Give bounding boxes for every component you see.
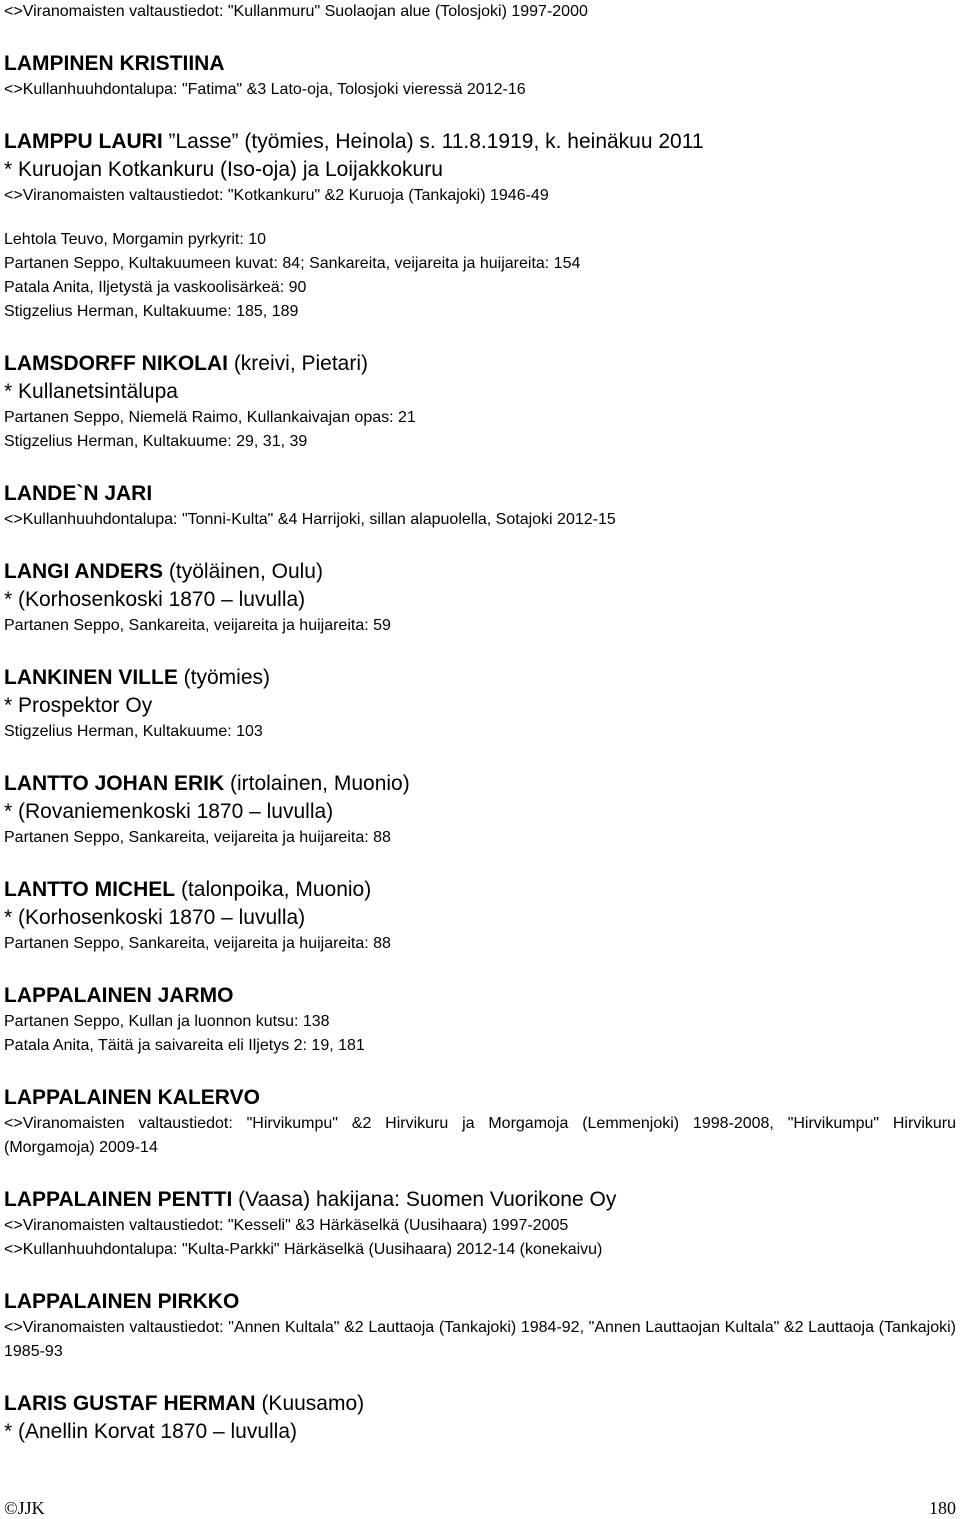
entry-details: (irtolainen, Muonio) (224, 772, 410, 795)
entry-name: LAPPALAINEN JARMO (4, 984, 234, 1007)
entry-heading (4, 1084, 956, 1112)
entry-place: * Kuruojan Kotkankuru (Iso-oja) ja Loijakkokuru (4, 158, 443, 181)
entry-lande-n-jari (4, 480, 956, 532)
page-number: 180 (929, 1498, 956, 1518)
entry-details: (työmies) (177, 666, 271, 689)
entry-line: <>Viranomaisten valtaustiedot: "Kesseli" &3 Härkäselkä (Uusihaara) 1997-2005 (4, 1217, 569, 1234)
entry-lamppu-lauri (4, 128, 956, 324)
entry-line: <>Viranomaisten valtaustiedot: "Annen Kultala" &2 Lauttaoja (Tankajoki) 1984-92, "Annen Lauttaojan Kultala" &2 Lauttaoja (Tankajoki) 1985-93 (4, 1319, 956, 1360)
entry-details: ”Lasse” (työmies, Heinola) s. 11.8.1919, k. heinäkuu 2011 (162, 130, 704, 153)
entry-laris-gustaf-herman (4, 1390, 956, 1446)
entry-name: LANKINEN VILLE (4, 666, 178, 689)
entry-heading (4, 664, 956, 692)
entry-heading (4, 982, 956, 1010)
entry-lantto-johan-erik (4, 770, 956, 850)
entry-name: LARIS GUSTAF HERMAN (4, 1392, 256, 1415)
entry-place: * (Anellin Korvat 1870 – luvulla) (4, 1420, 297, 1443)
entry-details: (Kuusamo) (255, 1392, 365, 1415)
entry-heading (4, 1186, 956, 1214)
entry-name: LAPPALAINEN PENTTI (4, 1188, 233, 1211)
entry-line: <>Viranomaisten valtaustiedot: "Hirvikumpu" &2 Hirvikuru ja Morgamoja (Lemmenjoki) 1998-2008, "Hirvikumpu" Hirvikuru (Morgamoja) 2009-14 (4, 1115, 956, 1156)
entry-line: <>Viranomaisten valtaustiedot: "Kotkankuru" &2 Kuruoja (Tankajoki) 1946-49 (4, 187, 549, 204)
entry-place: * (Korhosenkoski 1870 – luvulla) (4, 588, 306, 611)
entry-reference: Partanen Seppo, Niemelä Raimo, Kullankaivajan opas: 21 (4, 409, 416, 426)
entry-reference: Patala Anita, Iljetystä ja vaskoolisärkeä: 90 (4, 279, 307, 296)
entry-place: * (Rovaniemenkoski 1870 – luvulla) (4, 800, 334, 823)
entry-heading (4, 558, 956, 586)
entry-details: (kreivi, Pietari) (227, 352, 369, 375)
entry-reference: Stigzelius Herman, Kultakuume: 103 (4, 723, 263, 740)
entry-name: LANTTO MICHEL (4, 878, 176, 901)
entry-heading (4, 876, 956, 904)
top-line: <>Viranomaisten valtaustiedot: "Kullanmuru" Suolaojan alue (Tolosjoki) 1997-2000 (4, 3, 588, 20)
entry-reference: Partanen Seppo, Kullan ja luonnon kutsu: 138 (4, 1013, 330, 1030)
entry-lamsdorff-nikolai (4, 350, 956, 454)
entry-heading (4, 1288, 956, 1316)
entry-name: LANGI ANDERS (4, 560, 164, 583)
entry-line: <>Kullanhuuhdontalupa: "Kulta-Parkki" Härkäselkä (Uusihaara) 2012-14 (konekaivu) (4, 1241, 603, 1258)
entry-lantto-michel (4, 876, 956, 956)
entry-name: LAMPINEN KRISTIINA (4, 52, 225, 75)
entry-reference: Partanen Seppo, Kultakuumeen kuvat: 84; Sankareita, veijareita ja huijareita: 154 (4, 255, 581, 272)
entry-heading (4, 480, 956, 508)
entry-reference: Lehtola Teuvo, Morgamin pyrkyrit: 10 (4, 231, 267, 248)
document-page (4, 0, 956, 1446)
entry-lappalainen-pentti (4, 1186, 956, 1262)
entry-reference: Stigzelius Herman, Kultakuume: 29, 31, 39 (4, 433, 308, 450)
entry-line: <>Kullanhuuhdontalupa: "Fatima" &3 Lato-oja, Tolosjoki vieressä 2012-16 (4, 81, 526, 98)
entry-heading (4, 770, 956, 798)
entry-langi-anders (4, 558, 956, 638)
entry-details: (talonpoika, Muonio) (175, 878, 372, 901)
entry-place: * Kullanetsintälupa (4, 380, 178, 403)
entry-name: LAPPALAINEN KALERVO (4, 1086, 260, 1109)
entry-place: * (Korhosenkoski 1870 – luvulla) (4, 906, 306, 929)
entry-heading (4, 50, 956, 78)
entry-name: LAMPPU LAURI (4, 130, 163, 153)
entry-heading (4, 1390, 956, 1418)
entry-heading (4, 350, 956, 378)
entry-lappalainen-pirkko (4, 1288, 956, 1364)
entry-lampinen-kristiina (4, 50, 956, 102)
entry-reference: Partanen Seppo, Sankareita, veijareita ja huijareita: 88 (4, 935, 391, 952)
entry-place: * Prospektor Oy (4, 694, 153, 717)
entry-reference: Partanen Seppo, Sankareita, veijareita ja huijareita: 88 (4, 829, 391, 846)
entry-name: LAPPALAINEN PIRKKO (4, 1290, 240, 1313)
entry-name: LANDE`N JARI (4, 482, 153, 505)
entry-lappalainen-jarmo (4, 982, 956, 1058)
entry-lankinen-ville (4, 664, 956, 744)
entry-name: LAMSDORFF NIKOLAI (4, 352, 228, 375)
entry-reference: Partanen Seppo, Sankareita, veijareita ja huijareita: 59 (4, 617, 391, 634)
entry-reference: Stigzelius Herman, Kultakuume: 185, 189 (4, 303, 299, 320)
copyright-notice: ©JJK (4, 1498, 45, 1518)
entry-lappalainen-kalervo (4, 1084, 956, 1160)
page-footer (4, 1497, 956, 1519)
entry-details: (Vaasa) hakijana: Suomen Vuorikone Oy (232, 1188, 617, 1211)
entry-heading (4, 128, 956, 156)
entry-line: <>Kullanhuuhdontalupa: "Tonni-Kulta" &4 Harrijoki, sillan alapuolella, Sotajoki 2012-15 (4, 511, 616, 528)
entry-reference: Patala Anita, Täitä ja saivareita eli Iljetys 2: 19, 181 (4, 1037, 365, 1054)
entry-name: LANTTO JOHAN ERIK (4, 772, 225, 795)
entry-details: (työläinen, Oulu) (163, 560, 323, 583)
